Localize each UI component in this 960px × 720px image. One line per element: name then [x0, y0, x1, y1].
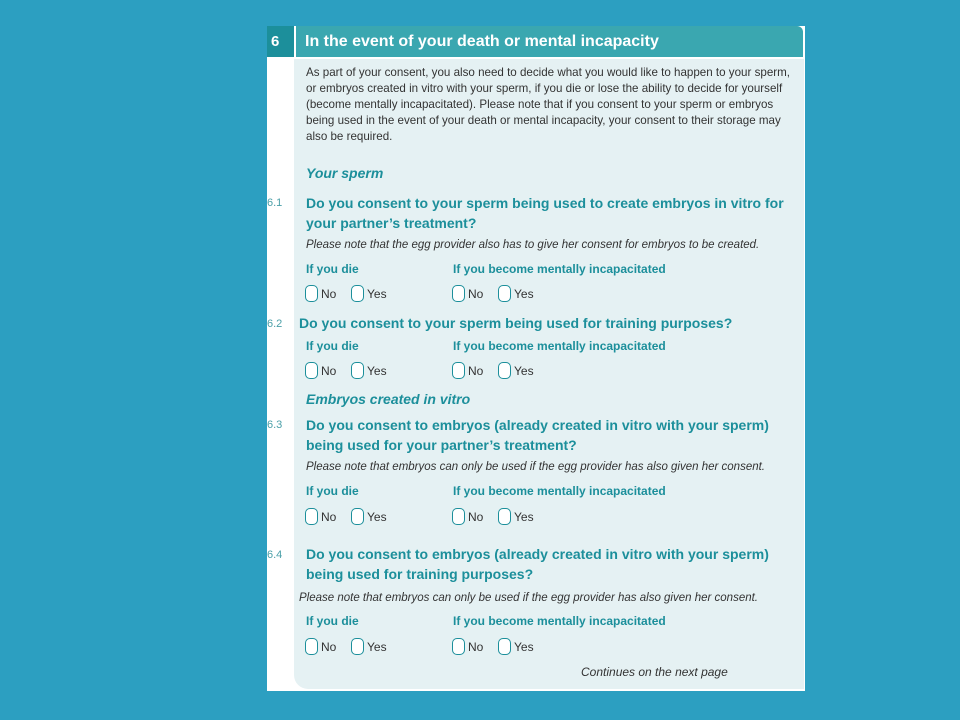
label-if-incapacitated: If you become mentally incapacitated: [453, 262, 666, 276]
checkbox-6-3-incap-yes[interactable]: [498, 508, 534, 525]
checkbox-6-2-incap-yes[interactable]: [498, 362, 534, 379]
subhead-embryos: Embryos created in vitro: [306, 391, 471, 407]
option-label: Yes: [514, 509, 534, 524]
checkbox-box[interactable]: [452, 638, 465, 655]
checkbox-6-2-die-no[interactable]: [305, 362, 336, 379]
label-if-you-die: If you die: [306, 262, 359, 276]
checkbox-6-4-incap-no[interactable]: [452, 638, 483, 655]
checkbox-6-1-incap-yes[interactable]: [498, 285, 534, 302]
checkbox-6-1-incap-no[interactable]: [452, 285, 483, 302]
question-6-1: Do you consent to your sperm being used to create embryos in vitro for your partner’s treatment?: [306, 195, 784, 231]
checkbox-box[interactable]: [498, 508, 511, 525]
checkbox-6-3-die-yes[interactable]: [351, 508, 387, 525]
question-6-4: Do you consent to embryos (already created in vitro with your sperm) being used for training purposes?: [306, 546, 769, 582]
checkbox-box[interactable]: [351, 638, 364, 655]
option-label: No: [321, 509, 337, 524]
section-header: [267, 26, 805, 57]
option-label: No: [321, 363, 337, 378]
question-6-3: Do you consent to embryos (already created in vitro with your sperm) being used for your partner’s treatment?: [306, 417, 769, 453]
section-title: In the event of your death or mental incapacity: [296, 26, 803, 57]
checkbox-box[interactable]: [305, 638, 318, 655]
option-label: No: [321, 286, 337, 301]
option-label: Yes: [367, 286, 387, 301]
section-number: 6: [267, 26, 294, 57]
checkbox-box[interactable]: [351, 285, 364, 302]
checkbox-box[interactable]: [498, 362, 511, 379]
note-6-3: Please note that embryos can only be used if the egg provider has also given her consent.: [306, 461, 766, 473]
checkbox-6-4-die-no[interactable]: [305, 638, 336, 655]
option-label: Yes: [514, 286, 534, 301]
checkbox-6-1-die-yes[interactable]: [351, 285, 387, 302]
checkbox-box[interactable]: [305, 508, 318, 525]
option-label: Yes: [367, 509, 387, 524]
checkbox-box[interactable]: [351, 508, 364, 525]
note-6-4: Please note that embryos can only be used if the egg provider has also given her consent.: [299, 592, 759, 604]
label-if-incapacitated: If you become mentally incapacitated: [453, 339, 666, 353]
option-label: No: [321, 639, 337, 654]
question-number-6-1: 6.1: [267, 197, 283, 209]
checkbox-box[interactable]: [452, 508, 465, 525]
checkbox-6-2-die-yes[interactable]: [351, 362, 387, 379]
checkbox-box[interactable]: [498, 638, 511, 655]
checkbox-6-3-die-no[interactable]: [305, 508, 336, 525]
checkbox-box[interactable]: [351, 362, 364, 379]
consent-form-page: [267, 26, 805, 691]
label-if-incapacitated: If you become mentally incapacitated: [453, 614, 666, 628]
checkbox-box[interactable]: [452, 285, 465, 302]
checkbox-6-4-incap-yes[interactable]: [498, 638, 534, 655]
option-label: No: [468, 286, 484, 301]
intro-text: As part of your consent, you also need to decide what you would like to happen to your sperm, or embryos created in vitro with your sperm, if you die or lose the ability to decide for yourself (become mentally incapacitated). Please note that if you consent to your sperm or embryos being used in the event of your death or mental incapacity, your consent to their storage may also be required.: [306, 66, 791, 143]
subhead-your-sperm: Your sperm: [306, 165, 384, 181]
label-if-you-die: If you die: [306, 339, 359, 353]
option-label: Yes: [514, 639, 534, 654]
checkbox-box[interactable]: [305, 285, 318, 302]
label-if-you-die: If you die: [306, 614, 359, 628]
question-number-6-4: 6.4: [267, 549, 283, 561]
checkbox-6-3-incap-no[interactable]: [452, 508, 483, 525]
question-number-6-3: 6.3: [267, 419, 283, 431]
continues-note: Continues on the next page: [581, 665, 728, 679]
option-label: No: [468, 509, 484, 524]
option-label: No: [468, 363, 484, 378]
option-label: Yes: [367, 639, 387, 654]
question-6-2: Do you consent to your sperm being used for training purposes?: [299, 315, 733, 331]
option-label: Yes: [367, 363, 387, 378]
checkbox-box[interactable]: [498, 285, 511, 302]
checkbox-box[interactable]: [452, 362, 465, 379]
option-label: Yes: [514, 363, 534, 378]
label-if-you-die: If you die: [306, 484, 359, 498]
note-6-1: Please note that the egg provider also has to give her consent for embryos to be created.: [306, 239, 760, 251]
option-label: No: [468, 639, 484, 654]
checkbox-6-4-die-yes[interactable]: [351, 638, 387, 655]
checkbox-box[interactable]: [305, 362, 318, 379]
checkbox-6-1-die-no[interactable]: [305, 285, 336, 302]
label-if-incapacitated: If you become mentally incapacitated: [453, 484, 666, 498]
checkbox-6-2-incap-no[interactable]: [452, 362, 483, 379]
question-number-6-2: 6.2: [267, 318, 283, 330]
